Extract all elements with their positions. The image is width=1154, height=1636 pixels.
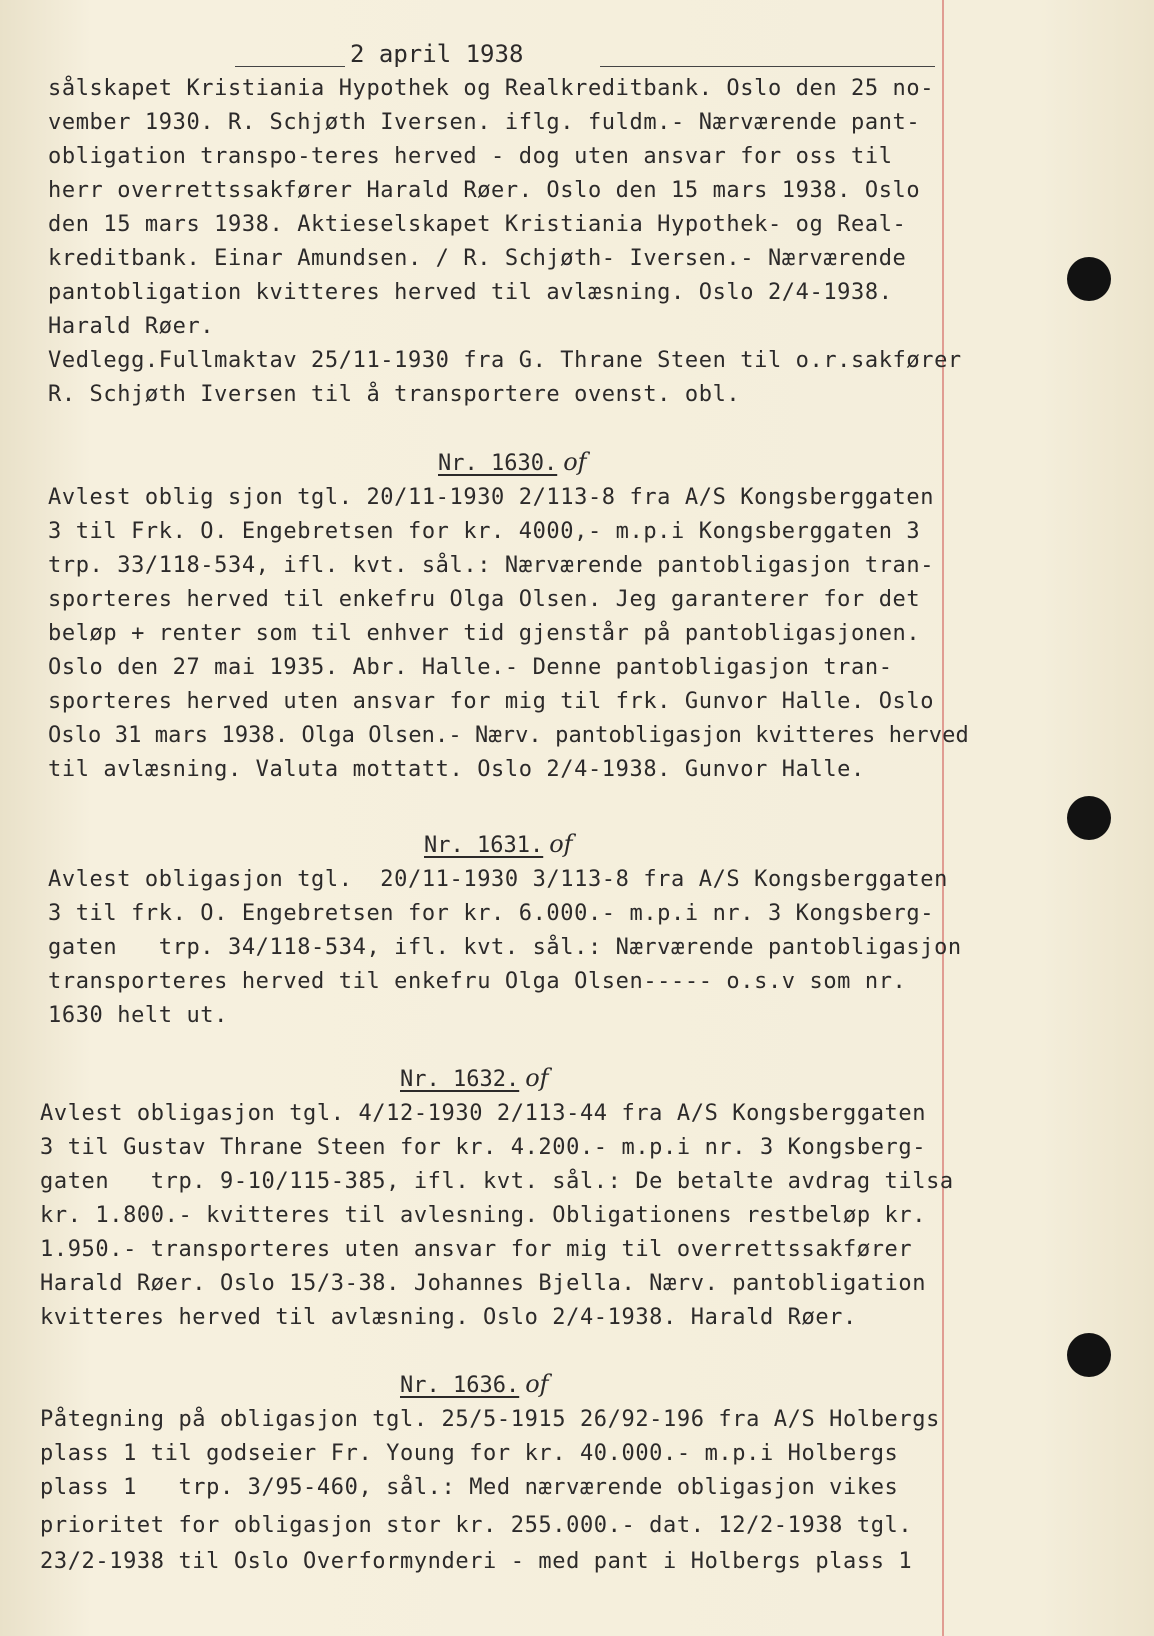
text-line: obligation transpo-teres herved - dog uten ansvar for oss til	[48, 144, 893, 169]
text-line: herr overrettssakfører Harald Røer. Oslo den 15 mars 1938. Oslo	[48, 178, 921, 203]
text-line: Avlest oblig sjon tgl. 20/11-1930 2/113-8 fra A/S Kongsberggaten	[48, 485, 935, 510]
header-rule	[600, 66, 935, 67]
text-line: 1630 helt ut.	[48, 1003, 228, 1028]
margin-rule	[942, 0, 944, 1636]
text-line: sporteres herved uten ansvar for mig til frk. Gunvor Halle. Oslo	[48, 689, 935, 714]
text-line: kvitteres herved til avlæsning. Oslo 2/4-1938. Harald Røer.	[40, 1305, 857, 1330]
text-line: Påtegning på obligasjon tgl. 25/5-1915 26/92-196 fra A/S Holbergs	[40, 1407, 940, 1432]
text-line: kreditbank. Einar Amundsen. / R. Schjøth- Iversen.- Nærværende	[48, 246, 907, 271]
page-date-header: 2 april 1938	[350, 40, 524, 68]
text-line: beløp + renter som til enhver tid gjenstår på pantobligasjonen.	[48, 621, 921, 646]
text-line: Harald Røer.	[48, 314, 215, 339]
entry-heading: Nr. 1630. of	[438, 448, 587, 476]
entry-heading: Nr. 1636. of	[400, 1370, 549, 1398]
text-line: R. Schjøth Iversen til å transportere ovenst. obl.	[48, 382, 741, 407]
punch-hole	[1067, 1333, 1111, 1377]
text-line: kr. 1.800.- kvitteres til avlesning. Obligationens restbeløp kr.	[40, 1203, 927, 1228]
punch-hole	[1067, 257, 1111, 301]
text-line: 23/2-1938 til Oslo Overformynderi - med pant i Holbergs plass 1	[40, 1549, 913, 1574]
initials-mark: of	[525, 1370, 549, 1398]
text-line: plass 1 trp. 3/95-460, sål.: Med nærværende obligasjon vikes	[40, 1475, 899, 1500]
initials-mark: of	[563, 448, 587, 476]
text-line: Vedlegg.Fullmaktav 25/11-1930 fra G. Thrane Steen til o.r.sakfører	[48, 348, 962, 373]
text-line: plass 1 til godseier Fr. Young for kr. 40.000.- m.p.i Holbergs	[40, 1441, 899, 1466]
punch-hole	[1067, 796, 1111, 840]
initials-mark: of	[549, 830, 573, 858]
header-rule	[235, 66, 345, 67]
entry-heading: Nr. 1631. of	[424, 830, 573, 858]
text-line: transporteres herved til enkefru Olga Olsen----- o.s.v som nr.	[48, 969, 907, 994]
text-line: Avlest obligasjon tgl. 20/11-1930 3/113-8 fra A/S Kongsberggaten	[48, 867, 948, 892]
text-line: til avlæsning. Valuta mottatt. Oslo 2/4-1938. Gunvor Halle.	[48, 757, 865, 782]
text-line: gaten trp. 9-10/115-385, ifl. kvt. sål.: De betalte avdrag tilsa	[40, 1169, 954, 1194]
text-line: prioritet for obligasjon stor kr. 255.000.- dat. 12/2-1938 tgl.	[40, 1513, 913, 1538]
text-line: 1.950.- transporteres uten ansvar for mig til overrettssakfører	[40, 1237, 913, 1262]
entry-heading: Nr. 1632. of	[400, 1064, 549, 1092]
text-line: Harald Røer. Oslo 15/3-38. Johannes Bjella. Nærv. pantobligation	[40, 1271, 927, 1296]
text-line: vember 1930. R. Schjøth Iversen. iflg. fuldm.- Nærværende pant-	[48, 110, 921, 135]
text-line: sporteres herved til enkefru Olga Olsen. Jeg garanterer for det	[48, 587, 921, 612]
text-line: den 15 mars 1938. Aktieselskapet Kristiania Hypothek- og Real-	[48, 212, 907, 237]
text-line: 3 til frk. O. Engebretsen for kr. 6.000.- m.p.i nr. 3 Kongsberg-	[48, 901, 935, 926]
text-line: pantobligation kvitteres herved til avlæsning. Oslo 2/4-1938.	[48, 280, 893, 305]
text-line: trp. 33/118-534, ifl. kvt. sål.: Nærværende pantobligasjon tran-	[48, 553, 935, 578]
text-line: gaten trp. 34/118-534, ifl. kvt. sål.: Nærværende pantobligasjon	[48, 935, 962, 960]
text-line: sålskapet Kristiania Hypothek og Realkreditbank. Oslo den 25 no-	[48, 76, 935, 101]
text-line: Avlest obligasjon tgl. 4/12-1930 2/113-44 fra A/S Kongsberggaten	[40, 1101, 927, 1126]
text-line: 3 til Frk. O. Engebretsen for kr. 4000,- m.p.i Kongsberggaten 3	[48, 519, 921, 544]
text-line: 3 til Gustav Thrane Steen for kr. 4.200.- m.p.i nr. 3 Kongsberg-	[40, 1135, 927, 1160]
initials-mark: of	[525, 1064, 549, 1092]
text-line: Oslo den 27 mai 1935. Abr. Halle.- Denne pantobligasjon tran-	[48, 655, 893, 680]
text-line: Oslo 31 mars 1938. Olga Olsen.- Nærv. pantobligasjon kvitteres herved	[48, 723, 969, 748]
